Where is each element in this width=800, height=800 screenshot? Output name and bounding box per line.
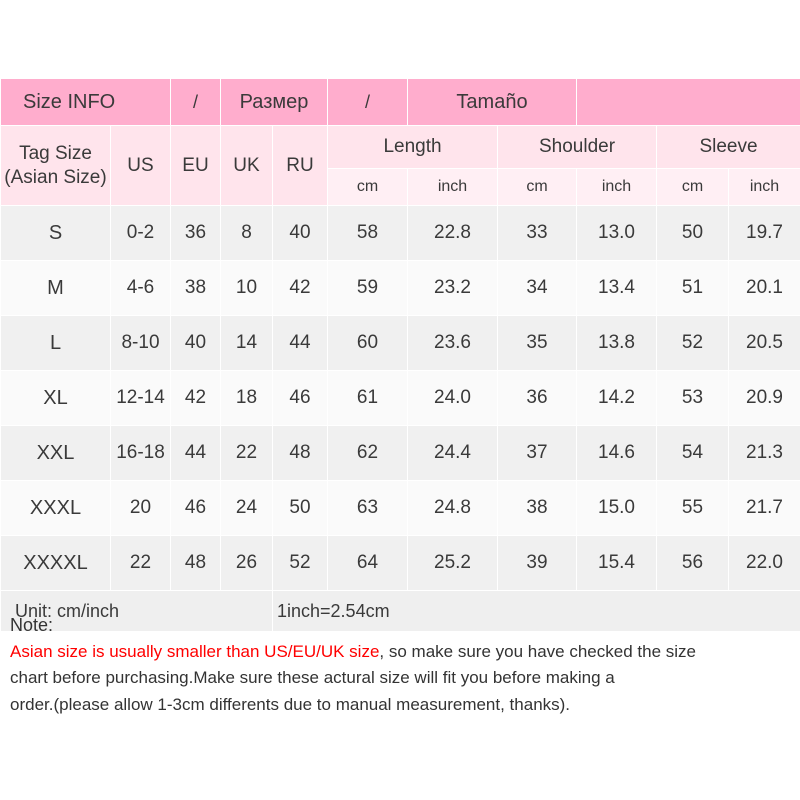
cell-size: S [1,206,111,261]
cell-length-cm: 64 [328,536,408,591]
cell-shoulder-cm: 38 [498,481,577,536]
cell-sleeve-cm: 55 [657,481,729,536]
cell-shoulder-inch: 15.4 [577,536,657,591]
header-sleeve-inch: inch [729,169,800,206]
cell-sleeve-inch: 22.0 [729,536,800,591]
cell-uk: 26 [221,536,273,591]
cell-sleeve-inch: 21.3 [729,426,800,481]
cell-sleeve-inch: 21.7 [729,481,800,536]
cell-shoulder-inch: 13.4 [577,261,657,316]
cell-shoulder-cm: 34 [498,261,577,316]
cell-shoulder-cm: 37 [498,426,577,481]
note-red-text: Asian size is usually smaller than US/EU/UK size [10,642,380,661]
cell-sleeve-cm: 54 [657,426,729,481]
cell-eu: 36 [171,206,221,261]
cell-eu: 40 [171,316,221,371]
header-us: US [111,126,171,206]
cell-eu: 44 [171,426,221,481]
cell-sleeve-cm: 56 [657,536,729,591]
cell-ru: 40 [273,206,328,261]
cell-ru: 42 [273,261,328,316]
unit-conversion: 1inch=2.54cm [273,591,800,632]
cell-length-cm: 62 [328,426,408,481]
title-slash-1: / [171,79,221,126]
cell-length-inch: 23.6 [408,316,498,371]
note-heading: Note: [10,615,54,635]
header-length-cm: cm [328,169,408,206]
header-tag-size-line2: (Asian Size) [4,166,107,188]
table-row [1,316,800,371]
cell-length-cm: 59 [328,261,408,316]
title-size-ru: Размер [221,79,328,126]
cell-length-inch: 22.8 [408,206,498,261]
title-slash-2: / [328,79,408,126]
cell-shoulder-cm: 35 [498,316,577,371]
cell-sleeve-cm: 53 [657,371,729,426]
cell-shoulder-inch: 13.8 [577,316,657,371]
unit-label: Unit: cm/inch [1,591,273,632]
cell-us: 4-6 [111,261,171,316]
header-shoulder: Shoulder [498,126,657,169]
cell-uk: 22 [221,426,273,481]
title-size-info: Size INFO [1,79,171,126]
title-row [1,79,800,126]
header-ru: RU [273,126,328,206]
header-shoulder-inch: inch [577,169,657,206]
cell-sleeve-inch: 20.5 [729,316,800,371]
cell-length-cm: 60 [328,316,408,371]
cell-eu: 48 [171,536,221,591]
header-tag-size-line1: Tag Size [19,142,92,164]
table-row [1,261,800,316]
cell-size: XXL [1,426,111,481]
cell-ru: 50 [273,481,328,536]
cell-size: L [1,316,111,371]
cell-shoulder-inch: 14.2 [577,371,657,426]
table-row [1,426,800,481]
cell-length-cm: 61 [328,371,408,426]
cell-us: 16-18 [111,426,171,481]
header-length: Length [328,126,498,169]
cell-shoulder-cm: 33 [498,206,577,261]
cell-shoulder-inch: 15.0 [577,481,657,536]
cell-length-inch: 25.2 [408,536,498,591]
cell-eu: 46 [171,481,221,536]
cell-us: 0-2 [111,206,171,261]
cell-sleeve-cm: 52 [657,316,729,371]
title-size-es: Tamaño [408,79,577,126]
cell-ru: 48 [273,426,328,481]
cell-length-cm: 63 [328,481,408,536]
header-tag-size [1,126,111,206]
cell-us: 8-10 [111,316,171,371]
cell-ru: 46 [273,371,328,426]
header-shoulder-cm: cm [498,169,577,206]
cell-uk: 8 [221,206,273,261]
header-row-main [1,126,800,169]
header-eu: EU [171,126,221,206]
note-line-2: chart before purchasing.Make sure these actural size will fit you before making a [10,668,615,688]
header-length-inch: inch [408,169,498,206]
cell-sleeve-inch: 19.7 [729,206,800,261]
header-sleeve-cm: cm [657,169,729,206]
size-chart-container [0,78,800,632]
cell-size: XXXXL [1,536,111,591]
table-row [1,206,800,261]
note-line-1 [10,639,790,665]
title-filler [577,79,800,126]
cell-uk: 24 [221,481,273,536]
note-body [10,639,790,718]
cell-length-inch: 23.2 [408,261,498,316]
table-row [1,536,800,591]
note-line-1-rest: , so make sure you have checked the size [379,642,696,661]
cell-length-cm: 58 [328,206,408,261]
header-uk: UK [221,126,273,206]
cell-shoulder-cm: 39 [498,536,577,591]
size-chart-table [0,78,800,632]
cell-length-inch: 24.0 [408,371,498,426]
cell-uk: 10 [221,261,273,316]
note-block [0,604,800,718]
cell-size: M [1,261,111,316]
cell-size: XXXL [1,481,111,536]
cell-shoulder-cm: 36 [498,371,577,426]
cell-sleeve-inch: 20.1 [729,261,800,316]
cell-shoulder-inch: 13.0 [577,206,657,261]
cell-eu: 42 [171,371,221,426]
table-row [1,371,800,426]
cell-size: XL [1,371,111,426]
cell-uk: 14 [221,316,273,371]
cell-length-inch: 24.4 [408,426,498,481]
header-sleeve: Sleeve [657,126,800,169]
cell-us: 12-14 [111,371,171,426]
cell-sleeve-cm: 50 [657,206,729,261]
cell-us: 22 [111,536,171,591]
cell-ru: 44 [273,316,328,371]
cell-sleeve-inch: 20.9 [729,371,800,426]
cell-us: 20 [111,481,171,536]
cell-sleeve-cm: 51 [657,261,729,316]
cell-ru: 52 [273,536,328,591]
cell-eu: 38 [171,261,221,316]
cell-uk: 18 [221,371,273,426]
cell-length-inch: 24.8 [408,481,498,536]
cell-shoulder-inch: 14.6 [577,426,657,481]
note-line-3: order.(please allow 1-3cm differents due to manual measurement, thanks). [10,694,571,714]
table-row [1,481,800,536]
